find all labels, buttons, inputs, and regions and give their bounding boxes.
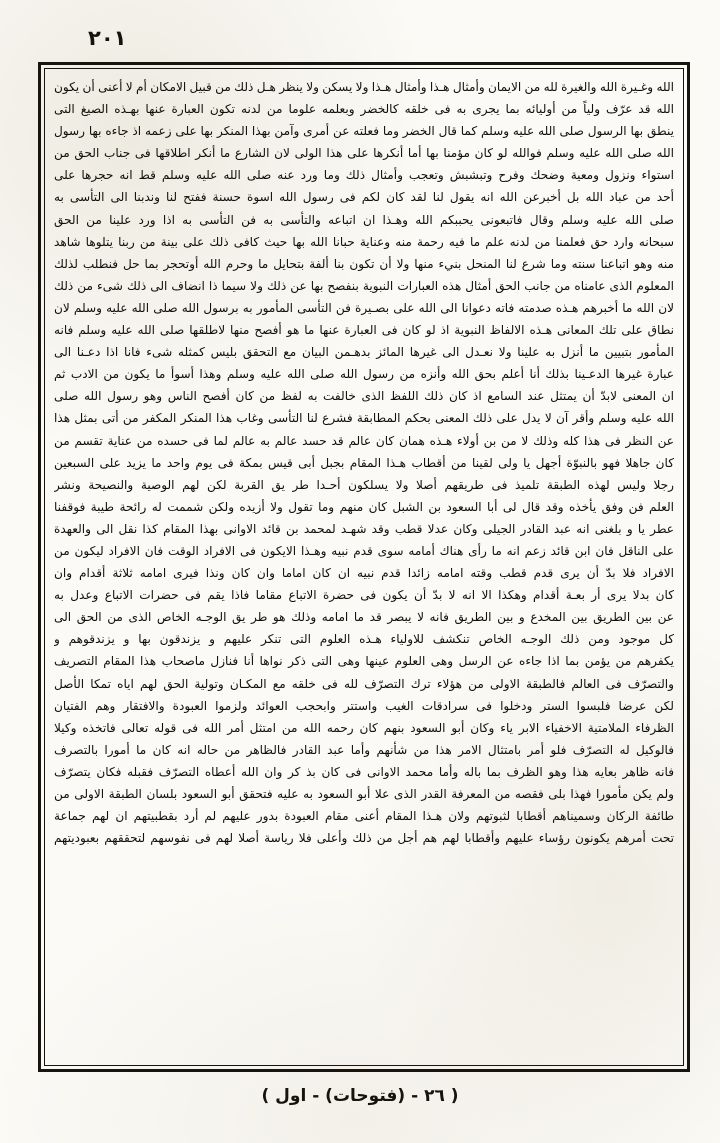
text-line: الله صلى الله عليه وسلم فوالله لو كان مؤمنا بها أما أنكرها على هذا الولى لان الشارع ما أنكر اطلاقها فى جناب الحق من [54, 146, 674, 161]
text-line: الله عليه وسلم وأقر آن لا يدل على ذلك المعنى بحكم المطابقة فشرع لنا التأسى وغاب هذا المنكر المكفر من أتى بمثل هذا [54, 411, 674, 426]
text-line: العلم فن وفق يأخذه وقد قال لى أبا السعود بن الشبل كان منهم وما تقول ولا أزيده ولكن شممت له رائحة طيبة فوقفنا [54, 499, 674, 514]
text-block-frame-inner [44, 68, 684, 1066]
text-line: صلى الله عليه وسلم وقال فاتبعونى يحببكم الله وهـذا ان اتباعه والتأسى به فن التأسى به اذا ورد علينا من الحق [54, 212, 674, 227]
text-line: يكفرهم من يؤمن بما اذا جاءه عن الرسل وهى العلوم عينها وهى التى ذكر نواها أنا فنازل ماصحاب هذا المقام التصريف [54, 654, 674, 669]
text-line: الله وغـيرة الله والغيرة لله من الايمان وأمثال هـذا وأمثال هـذا ولا يسكن ولا ينظر هـل ذلك من قبيل الامكان أم لا أعنى أن يكون [54, 80, 674, 94]
text-line: رجلا وليس لهذه الطبقة تلميذ فى طريقهم أصلا ولا يسلكون أحـدا طر يق القربة لكن لهم الوصية والنصيحة ونشر [54, 477, 674, 492]
text-line: ان المعنى لابدّ أن يمتثل عند السامع اذ كان ذلك اللفظ الذى خالفت به لفظ من كان أفصح الناس وهو رسول الله صلى [54, 389, 674, 404]
text-line: المعلوم الذى عامناه من جانب الحق أمثال هذه العبارات النبوية بنفصح بها عن ذلك ولا سيما ذا انضاف الى ذلك شىء من ذلك [54, 278, 674, 293]
text-line: ينطق بها الرسول صلى الله عليه وسلم كما قال الخضر وما فعلته عن أمرى وآمن بهذا المنكر بها على زعمه اذ جاءه بها رسول [54, 124, 674, 139]
gathering-signature-mark: ( ٢٦ - (فتوحات) - اول ) [261, 1086, 459, 1106]
text-line: كان بدلا يرى أر بعـة أقدام وهكذا الا انه لا بدّ أن يكون فى حضرة الاتباع مقاما فاذا يقم فى حضرات الاتباع وعدل به [54, 588, 674, 603]
text-line: عن النظر فى هذا كله وذلك لا من بن أولاء هـذه همان كان عالم قد حسد عالم به عالم لما فى حسده من عناية تقسم من [54, 433, 674, 448]
text-line: عن بين الطريق بين المخدع و بين الطريق فانه لا يبصر قد ما امامه وذلك هو طر يق الوجـه الخاص الذى من الحق الى [54, 610, 674, 625]
text-line: نطاق على تلك المعانى هـذه الالفاظ النبوية اذ لو كان فى العبارة عنها ما هو أفصح منها لاطلقها صلى الله عليه وسلم فانه [54, 323, 674, 338]
text-line: أحد من عباد الله بل أخبرعن الله انه يقول لنا لقد كان لكم فى رسول الله اسوة حسنة ففتح لنا وندبنا الى التأسى به [54, 190, 674, 205]
text-line: الافراد فلا بدّ أن يرى قدم قطب وقته امامه زائدا قدم نبيه ان كان اماما وان كان ونذا فيرى امامه ثلاثة أقدام وان [54, 566, 674, 581]
text-line: لكن عرضا فلبسوا الستر ودخلوا فى سرادقات الغيب واستتر وابحجب العوائد ولزموا العبودة والافتقار وهم الفتيان [54, 698, 674, 713]
text-line: الظرفاء الملامتية الاخفياء الابر ياء وكان أبو السعود بنهم كان رحمه الله من امتثل أمر الله فى قوله تعالى فاتخذه وكيلا [54, 720, 674, 735]
text-line: فالوكيل له التصرّف فلو أمر بامتثال الامر هذا من شأنهم وأما عبد القادر فالظاهر من حاله انه كان ما أمورا بالتصرف [54, 742, 674, 757]
text-line: فانه ظاهر بعايه هذا وهو الظرف بما باله وأما محمد الاوانى فى كان بذ كر وان الله أعطاه التصرّف فقبله فكان يتصرّف [54, 764, 674, 779]
text-line: عبارة غيرها الدعـينا بذلك أنا أعلم بحق الله وأنزه من رسول الله صلى الله عليه وسلم وهذا أسوأ ما يكون من الادب ثم [54, 367, 674, 382]
text-line: كل موجود ومن ذلك الوجـه الخاص تنكشف للاولياء هـذه العلوم التى تنكر عليهم و يزندقون بها و يزندقوهم و [54, 632, 674, 647]
body-text [54, 76, 674, 849]
text-line: تحت أمرهم يكونون رؤساء عليهم وأقطابا لهم هم أجل من ذلك وأعلى فلا رياسة أصلا لهم فى نفوسهم لتحققهم بعبوديتهم [54, 831, 674, 846]
text-line: كان جاهلا فهو بالنبوّة أجهل يا ولى لقينا من أقطاب هـذا المقام بجبل أبى قيس بمكة فى يوم واحد ما يزيد على السبعين [54, 455, 674, 470]
text-line: والتصرّف فى العالم فالطبقة الاولى من هؤلاء ترك التصرّف لله فى خلقه مع المكـان وتولية الحق لهم اياه تمكا الأصل [54, 676, 674, 691]
text-line: منه وهو اتباعنا سنته وما شرع لنا المنحل بنيء منها ولا أن تكون بنا ألفة بتحايل ما وحرم الله أوتحجر بما حل فنطلب لذلك [54, 256, 674, 271]
text-line: طائفة الركان وسميناهم أقطابا لثبوتهم ولان هـذا المقام أعنى مقام العبودة بدور عليهم لم أرد بقطبيتهم ان لهم جماعة [54, 809, 674, 824]
text-line: سبحانه وارد حق فعلمنا من لدنه علم ما فيه رحمة منه وعناية حبانا الله بها حيث كافى ذلك على بينة من ربنا يتلوها شاهد [54, 234, 674, 249]
text-line: عطر يا و بلغنى انه عبد القادر الجيلى وكان عدلا قطب وقد شهـد لمحمد بن قائد الاوانى بهذا المقام كذا نقل الى والعهدة [54, 521, 674, 536]
text-line: استواء ونزول ومعية وضحك وفرح وتبشبش وتعجب وأمثال ذلك وما ورد عنه صلى الله عليه وسلم قط انه حجرها على [54, 168, 674, 183]
text-line: المأمور بتبيين ما أنزل به علينا ولا نعـدل الى غيرها المائز بدهـمن البيان مع التحقق بليس كمثله شىء فانا اذا دعـنا الى [54, 345, 674, 360]
text-line: الله قد عرّف ولياً من أوليائه بما يجرى به فى خلقه كالخضر وبعلمه علوما من لدنه تكون العبارة عنها بهـذه الصيغ التى [54, 102, 674, 117]
text-line: لان الله ما أخبرهم هـذه صدمته فاته دعوانا الى الله على بصـيرة فن التأسى المأمور به برسول الله صلى الله عليه وسلم لان [54, 300, 674, 315]
page-number: ٢٠١ [88, 26, 127, 50]
text-block-frame [38, 62, 690, 1072]
text-line: على الناقل فان ابن قائد زعم انه ما رأى هناك أمامه سوى قدم نبيه وهـذا الايكون فى الافراد الوقت فان الافراد ليكون من [54, 543, 674, 558]
text-line: ولم يكن مأمورا فهذا بلى فقصه من المعرفة القدر الذى علا أبو السعود به عليه فتحقق أبو السعود بلسان الطبقة الاولى من [54, 787, 674, 801]
